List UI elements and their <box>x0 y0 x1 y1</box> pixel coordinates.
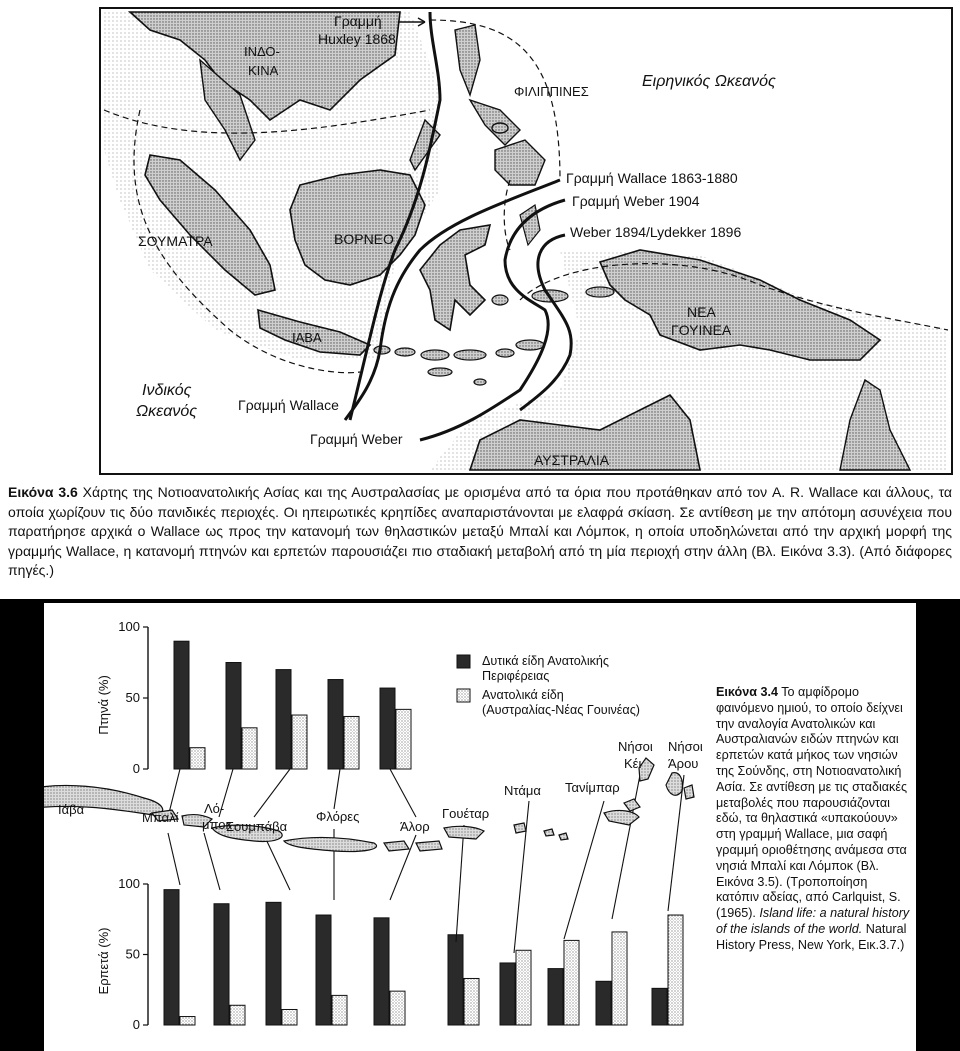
figure-3-4-book-title: Island life: a natural history of the islands of the world. <box>716 906 910 936</box>
y-tick-label: 50 <box>125 690 140 705</box>
bar-east-reptiles <box>668 915 683 1025</box>
reptiles-axis <box>118 876 148 1032</box>
label-java: ΙΑΒΑ <box>292 330 322 345</box>
legend-west-1: Δυτικά είδη Ανατολικής <box>482 654 610 668</box>
ylabel-birds: Πτηνά (%) <box>96 675 111 735</box>
bar-east-reptiles <box>564 940 579 1025</box>
island-label-aru-2: Άρου <box>668 756 699 771</box>
island-label-lombok-1: Λό- <box>204 801 225 816</box>
label-pacific-ocean: Ειρηνικός Ωκεανός <box>642 73 776 90</box>
island-label-lombok-2: μποκ <box>202 817 233 832</box>
legend-east-2: (Αυστραλίας-Νέας Γουινέας) <box>482 703 640 717</box>
island-label-java: Ιάβα <box>58 802 85 817</box>
bar-east-reptiles <box>180 1017 195 1025</box>
label-huxley-line-1: Γραμμή <box>334 13 382 29</box>
connector-line <box>204 833 220 890</box>
bar-west-birds <box>226 663 241 770</box>
figure-3-6-label: Εικόνα 3.6 <box>8 484 78 500</box>
island-label-kei-2: Κέι <box>624 756 642 771</box>
island-label-flores: Φλόρες <box>316 809 360 824</box>
legend-west-2: Περιφέρειας <box>482 669 550 683</box>
bar-west-reptiles <box>548 969 563 1025</box>
legend-swatch-west <box>457 655 470 668</box>
label-australia: ΑΥΣΤΡΑΛΙΑ <box>534 452 610 468</box>
label-new-guinea-2: ΓΟΥΙΝΕΑ <box>671 322 732 338</box>
birds-axis <box>118 619 148 776</box>
bar-east-reptiles <box>464 978 479 1025</box>
island-label-bali: Μπαλί <box>142 810 179 825</box>
label-new-guinea-1: ΝΕΑ <box>687 304 716 320</box>
bar-west-reptiles <box>500 963 515 1025</box>
label-indian-ocean-1: Ινδικός <box>142 382 192 399</box>
island-label-sumbawa: Σουμπάβα <box>226 819 288 834</box>
map-svg <box>0 0 960 480</box>
bar-west-birds <box>328 680 343 769</box>
label-wallace-line-top: Γραμμή Wallace 1863-1880 <box>566 170 738 186</box>
connector-line <box>168 833 180 885</box>
bar-west-reptiles <box>214 904 229 1025</box>
bar-east-birds <box>190 748 205 769</box>
connector-line <box>334 769 340 809</box>
connector-line <box>564 801 604 939</box>
legend-swatch-east <box>457 689 470 702</box>
label-wallace-line-bottom: Γραμμή Wallace <box>238 397 339 413</box>
label-weber-line-bottom: Γραμμή Weber <box>310 431 403 447</box>
island-label-wetar: Γουέταρ <box>442 806 490 821</box>
bar-west-reptiles <box>652 988 667 1025</box>
bar-west-reptiles <box>164 890 179 1025</box>
figure-3-6-caption <box>8 483 952 581</box>
island-label-tanimbar: Τανίμπαρ <box>565 780 620 795</box>
y-tick-label: 50 <box>125 946 140 962</box>
y-tick-label: 100 <box>118 619 140 634</box>
legend-east-1: Ανατολικά είδη <box>482 688 564 702</box>
figure-3-6-text: Χάρτης της Νοτιοανατολικής Ασίας και της Αυστραλασίας με ορισμένα από τα όρια που προτάθηκαν από τον A. R. Wallace και άλλους, τα οποία χωρίζουν τις δύο πανιδικές περιοχές. Οι ηπειρωτικές κρηπίδες αναπαριστάνονται με ελαφρά σκίαση. Σε αντίθεση με την απότομη ασυνέχεια που παρατήρησε αρχικά ο Wallace ως προς την κατανομή των θηλαστικών μεταξύ Μπαλί και Λόμποκ, η οποία υποδηλώνεται από την αρχική μορφή της γραμμής Wallace, η κατανομή πτηνών και ερπετών παρουσιάζει πιο σταδιακή μεταβολή από τη μία περιοχή στην άλλη (Βλ. Εικόνα 3.3). (Από διάφορες πηγές.) <box>8 484 953 579</box>
bar-west-reptiles <box>266 902 281 1025</box>
label-indian-ocean-2: Ωκεανός <box>136 403 198 420</box>
bar-east-birds <box>396 709 411 769</box>
bar-west-birds <box>276 670 291 769</box>
island-label-damar: Ντάμα <box>504 783 541 798</box>
label-indochina-2: ΚΙΝΑ <box>248 63 279 78</box>
island-label-kei-1: Νήσοι <box>618 739 653 754</box>
bar-west-birds <box>174 641 189 769</box>
chart-legend <box>457 654 640 717</box>
label-lydekker-line: Weber 1894/Lydekker 1896 <box>570 224 742 240</box>
bar-east-reptiles <box>390 991 405 1025</box>
connector-line <box>390 769 416 817</box>
bar-east-reptiles <box>516 950 531 1025</box>
ylabel-reptiles: Ερπετά (%) <box>96 927 111 995</box>
bar-east-reptiles <box>332 995 347 1025</box>
figure-3-4-text-1: Το αμφίδρομο φαινόμενο ημιού, το οποίο δείχνει την αναλογία Ανατολικών και Αυστραλιανών ειδών πτηνών και ερπετών κατά μήκος των νησιών της Σούνδης, στη Νοτιοανατολική Ασία. Σε αντίθεση με τις σταδιακές μεταβολές που παρουσιάζονται εδώ, τα θηλαστικά «υπακούουν» στη γραμμή Wallace, μια σαφή γραμμή οριοθέτησης ανάμεσα στα νησιά Μπαλί και Λόμποκ (Βλ. Εικόνα 3.5). (Τροποποίηση κατόπιν αδείας, από Carlquist, S. (1965). <box>716 685 908 921</box>
connector-line <box>456 825 464 942</box>
bar-east-reptiles <box>230 1005 245 1025</box>
island-label-aru-1: Νήσοι <box>668 739 703 754</box>
figure-3-4-text-2: Natural History Press, New York, Εικ.3.7.) <box>716 921 907 952</box>
bar-east-reptiles <box>612 932 627 1025</box>
island-label-alor: Άλορ <box>400 819 430 834</box>
label-borneo: ΒΟΡΝΕΟ <box>334 231 394 247</box>
bar-east-birds <box>292 715 307 769</box>
island-chain <box>44 758 694 852</box>
label-philippines: ΦΙΛΙΠΠΙΝΕΣ <box>514 84 589 99</box>
figure-3-4-label: Εικόνα 3.4 <box>716 685 778 699</box>
connector-line <box>612 775 640 919</box>
y-tick-label: 0 <box>132 1017 140 1032</box>
bar-west-reptiles <box>374 918 389 1025</box>
bar-west-reptiles <box>596 981 611 1025</box>
bar-west-birds <box>380 688 395 769</box>
y-tick-label: 100 <box>118 876 140 891</box>
connector-lines <box>168 769 684 953</box>
bar-east-reptiles <box>282 1009 297 1025</box>
connector-line <box>254 769 290 817</box>
bar-east-birds <box>344 716 359 769</box>
y-tick-label: 0 <box>132 761 140 776</box>
bar-west-reptiles <box>448 935 463 1025</box>
bar-east-birds <box>242 728 257 769</box>
label-indochina-1: ΙΝΔΟ- <box>244 44 280 59</box>
label-sumatra: ΣΟΥΜΑΤΡΑ <box>138 233 213 249</box>
figure-3-4-caption <box>716 685 912 954</box>
bar-west-reptiles <box>316 915 331 1025</box>
label-huxley-line-2: Huxley 1868 <box>318 31 396 47</box>
chart-figure-panel <box>44 603 916 1051</box>
label-weber-line-top: Γραμμή Weber 1904 <box>572 193 700 209</box>
